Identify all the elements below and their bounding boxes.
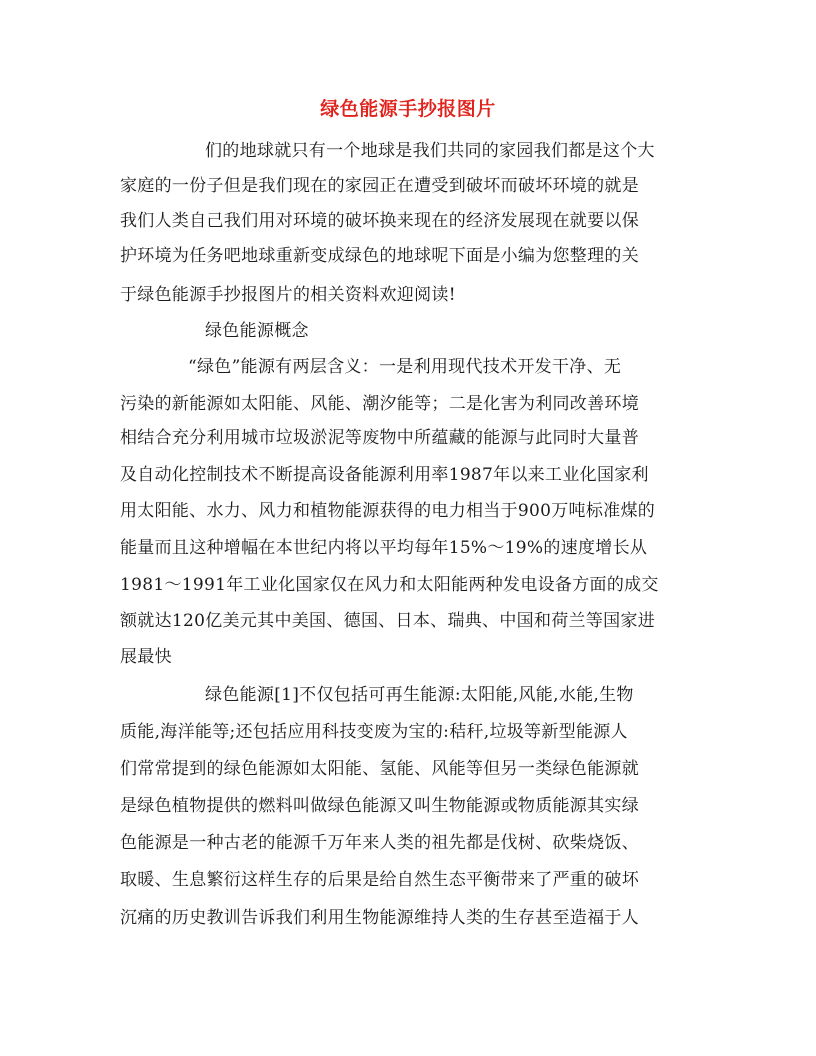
paragraph-4-line-2: 质能,海洋能等;还包括应用科技变废为宝的:秸秆,垃圾等新型能源人 (120, 722, 628, 742)
paragraph-4-line-3: 们常常提到的绿色能源如太阳能、氢能、风能等但另一类绿色能源就 (120, 759, 639, 779)
paragraph-3-line-8: 额就达120亿美元其中美国、德国、日本、瑞典、中国和荷兰等国家进 (120, 611, 656, 631)
paragraph-1-line-3: 我们人类自己我们用对环境的破坏换来现在的经济发展现在就要以保 (120, 211, 639, 231)
paragraph-1-line-2: 家庭的一份子但是我们现在的家园正在遭受到破坏而破坏环境的就是 (120, 176, 639, 196)
paragraph-3-line-3: 相结合充分利用城市垃圾淤泥等废物中所蕴藏的能源与此同时大量普 (120, 428, 639, 448)
paragraph-4-line-5: 色能源是一种古老的能源千万年来人类的祖先都是伐树、砍柴烧饭、 (120, 833, 639, 853)
paragraph-4-line-6: 取暖、生息繁衍这样生存的后果是给自然生态平衡带来了严重的破坏 (120, 870, 639, 890)
paragraph-3-line-7: 1981～1991年工业化国家仅在风力和太阳能两种发电设备方面的成交 (120, 575, 659, 595)
paragraph-3-line-5: 用太阳能、水力、风力和植物能源获得的电力相当于900万吨标准煤的 (120, 501, 656, 521)
paragraph-3-line-2: 污染的新能源如太阳能、风能、潮汐能等；二是化害为利同改善环境 (120, 394, 639, 414)
paragraph-3-line-9: 展最快 (120, 647, 172, 667)
paragraph-4-line-7: 沉痛的历史教训告诉我们利用生物能源维持人类的生存甚至造福于人 (120, 908, 639, 928)
section-heading: 绿色能源概念 (205, 321, 309, 341)
paragraph-4-line-1: 绿色能源[1]不仅包括可再生能源:太阳能,风能,水能,生物 (205, 685, 634, 705)
paragraph-1-line-1: 们的地球就只有一个地球是我们共同的家园我们都是这个大 (205, 141, 655, 161)
paragraph-3-line-4: 及自动化控制技术不断提高设备能源利用率1987年以来工业化国家利 (120, 465, 649, 485)
paragraph-3-line-1: “绿色”能源有两层含义：一是利用现代技术开发干净、无 (188, 357, 622, 377)
paragraph-4-line-4: 是绿色植物提供的燃料叫做绿色能源又叫生物能源或物质能源其实绿 (120, 796, 639, 816)
paragraph-1-line-4: 护环境为任务吧地球重新变成绿色的地球呢下面是小编为您整理的关 (120, 246, 639, 266)
paragraph-3-line-6: 能量而且这种增幅在本世纪内将以平均每年15%～19%的速度增长从 (120, 538, 648, 558)
paragraph-1-line-5: 于绿色能源手抄报图片的相关资料欢迎阅读! (120, 285, 456, 305)
document-title: 绿色能源手抄报图片 (320, 98, 496, 120)
